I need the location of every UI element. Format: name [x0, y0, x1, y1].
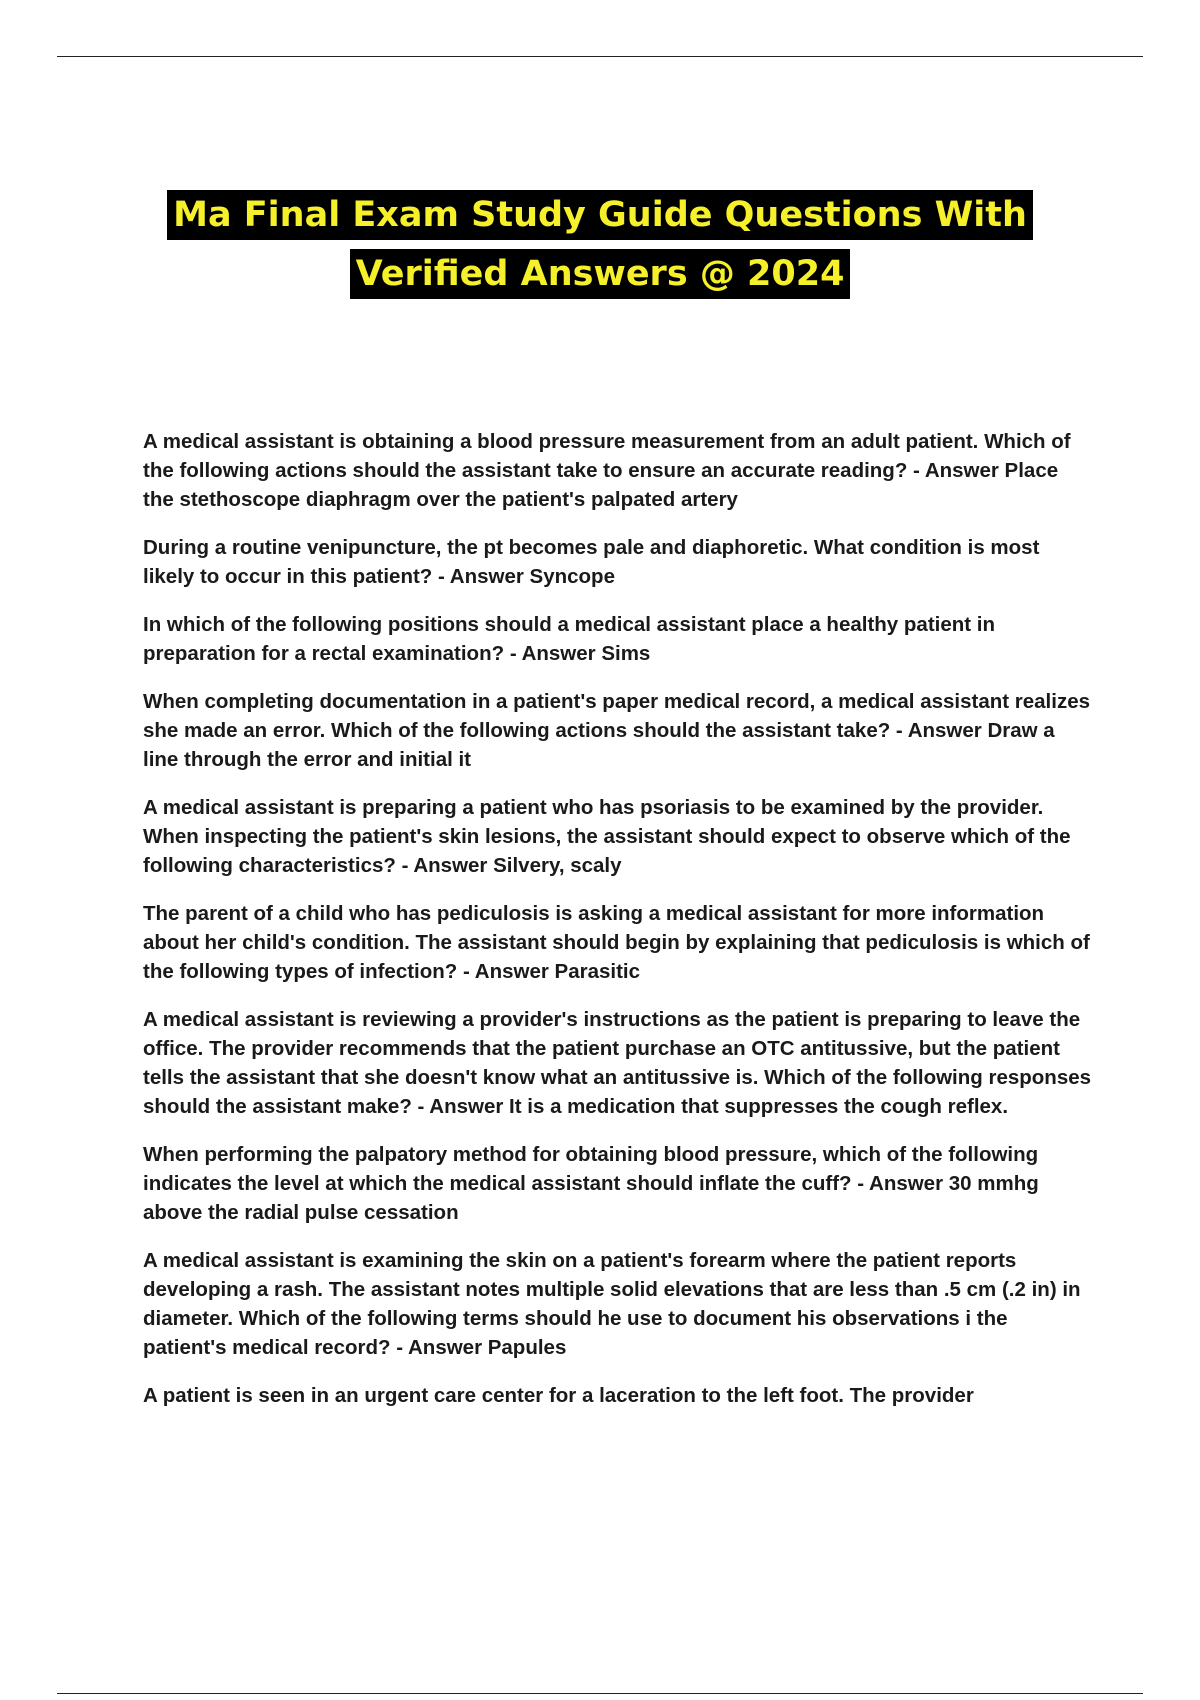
qa-item: A medical assistant is obtaining a blood pressure measurement from an adult patient. Which of the following actions should the assistant take to ensure an accurate reading? - Answer Place the stethoscope diaphragm over the patient's palpated artery [143, 430, 1071, 511]
qa-item: During a routine venipuncture, the pt becomes pale and diaphoretic. What condition is most likely to occur in this patient? - Answer Syncope [143, 536, 1040, 588]
header-rule [57, 56, 1143, 57]
title-line-1: Ma Final Exam Study Guide Questions With [167, 190, 1033, 240]
qa-item: When performing the palpatory method for obtaining blood pressure, which of the following indicates the level at which the medical assistant should inflate the cuff? - Answer 30 mmhg above the radial pulse cessation [143, 1143, 1039, 1224]
footer-rule [57, 1693, 1143, 1694]
qa-item: The parent of a child who has pediculosis is asking a medical assistant for more information about her child's condition. The assistant should begin by explaining that pediculosis is which of the following types of infection? - Answer Parasitic [143, 902, 1090, 983]
question-answer-list [143, 427, 1093, 1429]
qa-item: A medical assistant is examining the skin on a patient's forearm where the patient reports developing a rash. The assistant notes multiple solid elevations that are less than .5 cm (.2 in) in diameter. Which of the following terms should he use to document his observations i the patient's medical record? - Answer Papules [143, 1249, 1081, 1359]
qa-item: A patient is seen in an urgent care center for a laceration to the left foot. The provider [143, 1384, 974, 1407]
qa-item: When completing documentation in a patient's paper medical record, a medical assistant realizes she made an error. Which of the following actions should the assistant take? - Answer Draw a line through the error and initial it [143, 690, 1090, 771]
qa-item: In which of the following positions should a medical assistant place a healthy patient in preparation for a rectal examination? - Answer Sims [143, 613, 996, 665]
document-title [0, 190, 1200, 308]
title-line-2: Verified Answers @ 2024 [350, 249, 851, 299]
qa-item: A medical assistant is reviewing a provider's instructions as the patient is preparing to leave the office. The provider recommends that the patient purchase an OTC antitussive, but the patient tells the assistant that she doesn't know what an antitussive is. Which of the following responses should the assistant make? - Answer It is a medication that suppresses the cough reflex. [143, 1008, 1092, 1118]
qa-item: A medical assistant is preparing a patient who has psoriasis to be examined by the provider. When inspecting the patient's skin lesions, the assistant should expect to observe which of the following characteristics? - Answer Silvery, scaly [143, 796, 1071, 877]
